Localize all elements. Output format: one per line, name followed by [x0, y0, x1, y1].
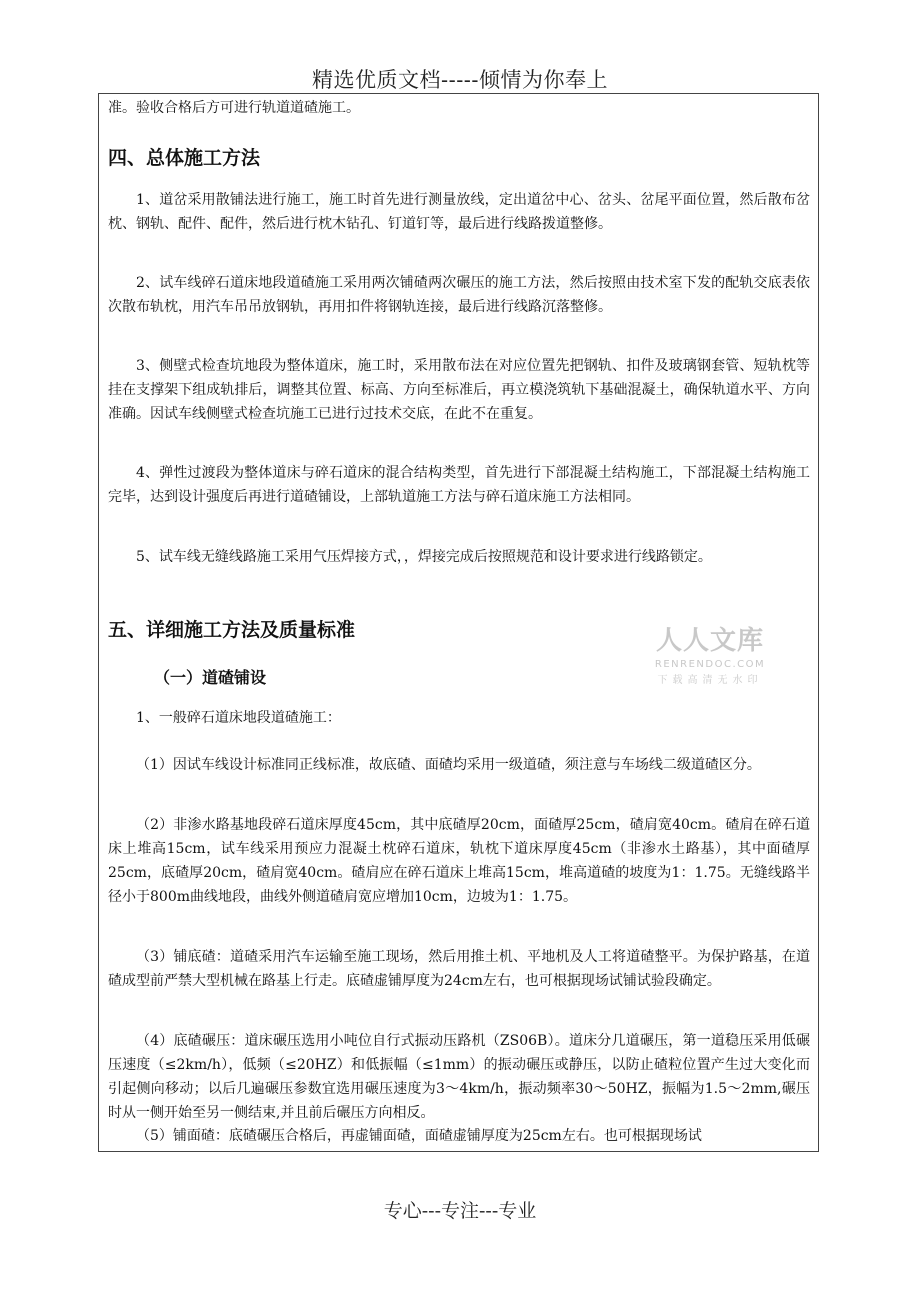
- section4-heading: 四、总体施工方法: [108, 147, 261, 169]
- page-footer: 专心---专注---专业: [383, 1200, 537, 1222]
- section5-paragraph-5: （5）铺面碴：底碴碾压合格后，再虚铺面碴，面碴虚铺厚度为25cm左右。也可根据现场试: [136, 1128, 702, 1144]
- watermark-subtitle: 下载高清无水印: [657, 675, 763, 686]
- watermark-domain: RENRENDOC.COM: [654, 659, 766, 670]
- section4-paragraph-4: 4、弹性过渡段为整体道床与碎石道床的混合结构类型，首先进行下部混凝土结构施工，下部混凝土结构施工完毕，达到设计强度后再进行道碴铺设，上部轨道施工方法与碎石道床施工方法相同。: [108, 465, 810, 505]
- section4-paragraph-1: 1、道岔采用散铺法进行施工，施工时首先进行测量放线，定出道岔中心、岔头、岔尾平面位置，然后散布岔枕、钢轨、配件、配件，然后进行枕木钻孔、钉道钉等，最后进行线路拨道整修。: [108, 192, 810, 232]
- section5-paragraph-2: （2）非渗水路基地段碎石道床厚度45cm，其中底碴厚20cm，面碴厚25cm，碴肩宽40cm。碴肩在碎石道床上堆高15cm，试车线采用预应力混凝土枕碎石道床，轨枕下道床厚度45cm（非渗水土路基），其中面碴厚25cm，底碴厚20cm，碴肩宽40cm。碴肩应在碎石道床上堆高15cm，堆高道碴的坡度为1：1.75。无缝线路半径小于800m曲线地段，曲线外侧道碴肩宽应增加10cm，边坡为1：1.75。: [108, 817, 810, 905]
- section5-paragraph-1: （1）因试车线设计标准同正线标准，故底碴、面碴均采用一级道碴，须注意与车场线二级道碴区分。: [136, 757, 761, 773]
- section4-paragraph-5: 5、试车线无缝线路施工采用气压焊接方式，，焊接完成后按照规范和设计要求进行线路锁定。: [136, 549, 712, 565]
- list-item-1: 1、一般碎石道床地段道碴施工：: [136, 710, 341, 726]
- section4-paragraph-2: 2、试车线碎石道床地段道碴施工采用两次铺碴两次碾压的施工方法，然后按照由技术室下发的配轨交底表依次散布轨枕，用汽车吊吊放钢轨，再用扣件将钢轨连接，最后进行线路沉落整修。: [108, 275, 810, 315]
- section5-paragraph-4: （4）底碴碾压：道床碾压选用小吨位自行式振动压路机（ZS06B）。道床分几道碾压，第一道稳压采用低碾压速度（≤2km/h），低频（≤20HZ）和低振幅（≤1mm）的振动碾压或静压，以防止碴粒位置产生过大变化而引起侧向移动；以后几遍碾压参数宜选用碾压速度为3～4km/h，振动频率30～50HZ，振幅为1.5～2mm,碾压时从一侧开始至另一侧结束,并且前后碾压方向相反。: [108, 1033, 810, 1121]
- watermark: [640, 620, 780, 686]
- page-header: 精选优质文档-----倾情为你奉上: [312, 68, 608, 92]
- section5-heading: 五、详细施工方法及质量标准: [108, 619, 356, 641]
- section4-paragraph-3: 3、侧壁式检查坑地段为整体道床，施工时，采用散布法在对应位置先把钢轨、扣件及玻璃钢套管、短轨枕等挂在支撑架下组成轨排后，调整其位置、标高、方向至标准后，再立模浇筑轨下基础混凝土，确保轨道水平、方向准确。因试车线侧壁式检查坑施工已进行过技术交底，在此不在重复。: [108, 358, 810, 422]
- watermark-title: 人人文库: [655, 626, 764, 656]
- intro-line: 准。验收合格后方可进行轨道道碴施工。: [108, 100, 360, 116]
- subsection-heading: （一）道碴铺设: [154, 668, 267, 687]
- section5-paragraph-3: （3）铺底碴：道碴采用汽车运输至施工现场，然后用推土机、平地机及人工将道碴整平。为保护路基，在道碴成型前严禁大型机械在路基上行走。底碴虚铺厚度为24cm左右，也可根据现场试铺试验段确定。: [108, 949, 810, 989]
